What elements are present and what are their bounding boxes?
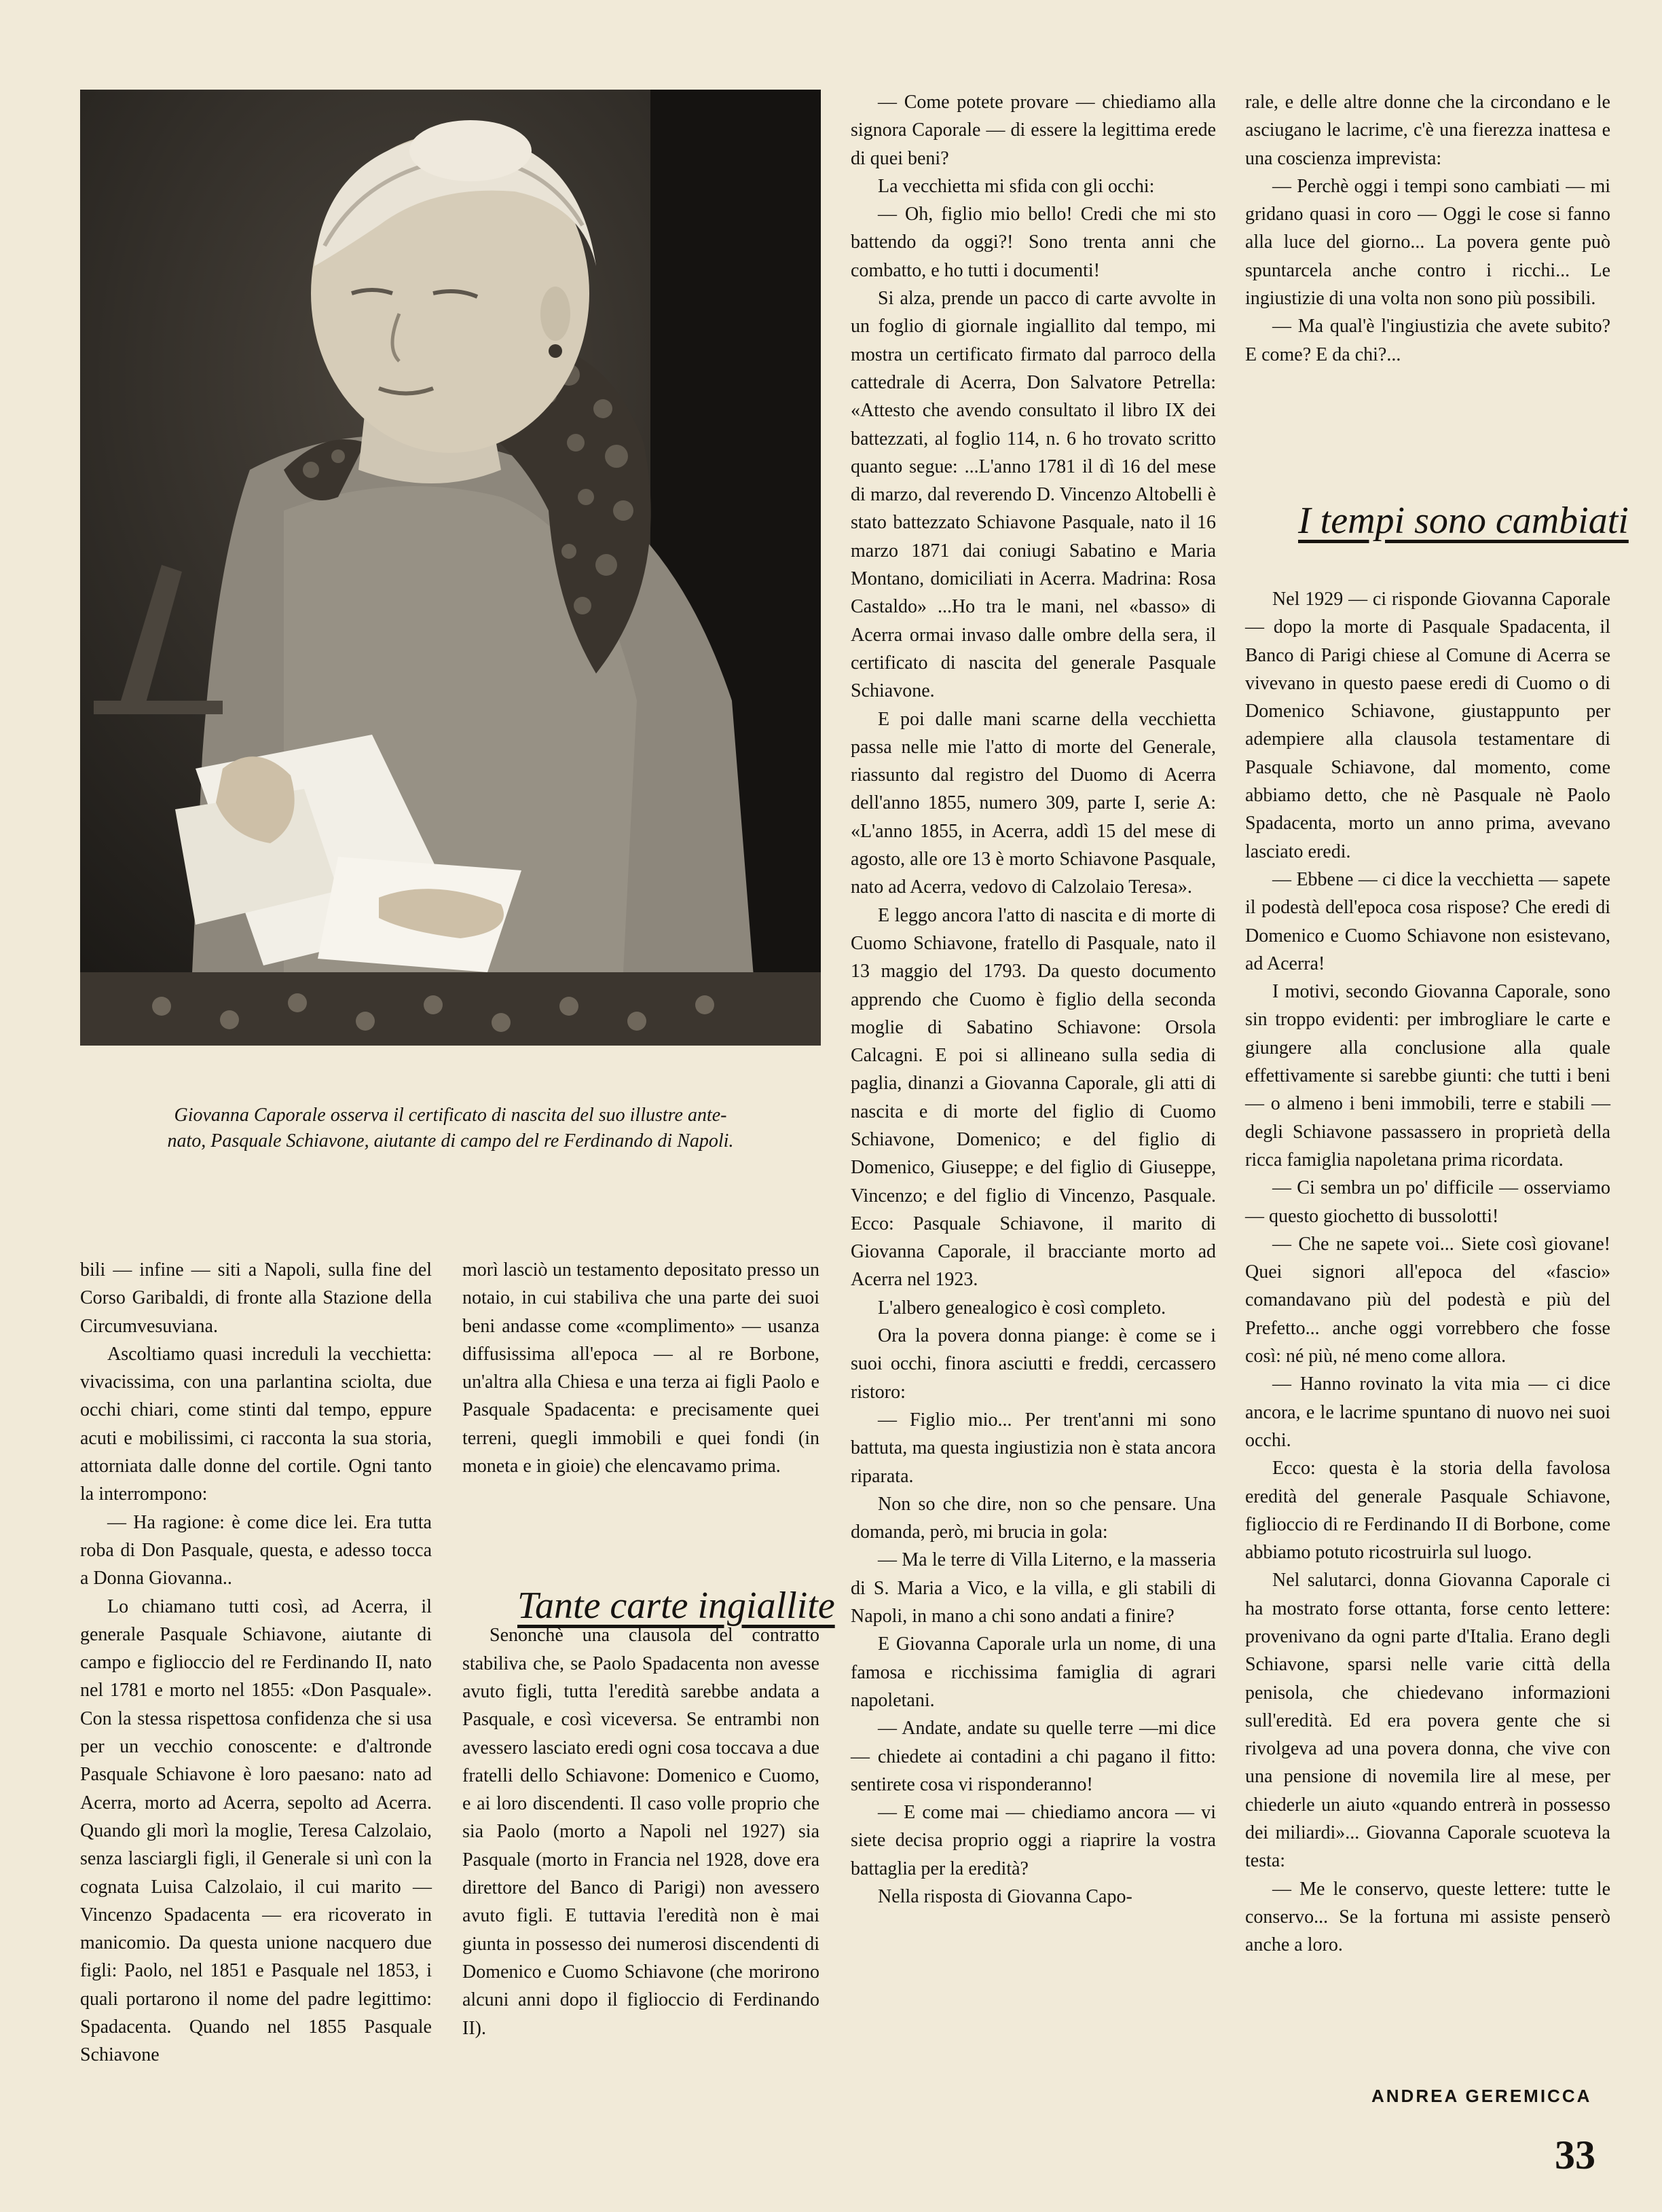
column-lower-left bbox=[80, 1256, 432, 2069]
paragraph: Non so che dire, non so che pensare. Una domanda, però, mi brucia in gola: bbox=[851, 1493, 1216, 1543]
photo-illustration bbox=[80, 90, 821, 1046]
paragraph: — Ma qual'è l'ingiustizia che avete subito? E come? E da chi?... bbox=[1245, 316, 1610, 365]
paragraph: — Come potete provare — chiediamo alla signora Caporale — di essere la legittima erede di quei beni? bbox=[851, 92, 1216, 169]
paragraph: — E come mai — chiediamo ancora — vi siete decisa proprio oggi a riaprire la vostra battaglia per la eredità? bbox=[851, 1802, 1216, 1879]
paragraph: — Ci sembra un po' difficile — osserviamo — questo giochetto di bussolotti! bbox=[1245, 1177, 1610, 1227]
paragraph: rale, e delle altre donne che la circondano e le asciugano le lacrime, c'è una fierezza inattesa e una coscienza imprevista: bbox=[1245, 92, 1610, 169]
paragraph: — Oh, figlio mio bello! Credi che mi sto battendo da oggi?! Sono trenta anni che combatto, e ho tutti i documenti! bbox=[851, 204, 1216, 281]
subheading-tempi: I tempi sono cambiati bbox=[1298, 500, 1629, 542]
paragraph: Lo chiamano tutti così, ad Acerra, il generale Pasquale Schiavone, aiutante di campo e figlioccio del re Ferdinando II, nato nel 1781 e morto nel 1855: «Don Pasquale». Con la stessa rispettosa confidenza che si usa per un vecchio conoscente: e d'altronde Pasquale Schiavone è loro paesano: nato ad Acerra, morto ad Acerra, sepolto ad Acerra. Quando gli morì la moglie, Teresa Calzolaio, senza lasciargli figli, il Generale si unì con la cognata Luisa Calzolaio, il cui marito — Vincenzo Spadacenta — era ricoverato in manicomio. Da questa unione nacquero due figli: Paolo, nel 1851 e Pasquale nel 1853, i quali portarono il nome del padre legittimo: Spadacenta. Quando nel 1855 Pasquale Schiavone bbox=[80, 1596, 432, 2066]
caption-line-2: nato, Pasquale Schiavone, aiutante di campo del re Ferdinando di Napoli. bbox=[167, 1130, 734, 1151]
author-signature: ANDREA GEREMICCA bbox=[1371, 2086, 1592, 2106]
paragraph: — Me le conservo, queste lettere: tutte le conservo... Se la fortuna mi assiste penserò anche a loro. bbox=[1245, 1878, 1610, 1956]
paragraph: Ecco: questa è la storia della favolosa eredità del generale Pasquale Schiavone, figlioccio di re Ferdinando II di Borbone, come abbiamo potuto ricostruirla sul luogo. bbox=[1245, 1458, 1610, 1564]
paragraph: — Ha ragione: è come dice lei. Era tutta roba di Don Pasquale, questa, e adesso tocca a Donna Giovanna.. bbox=[80, 1511, 432, 1589]
paragraph: Senonchè una clausola del contratto stabiliva che, se Paolo Spadacenta non avesse avuto figli, tutta l'eredità sarebbe andata a Pasquale, e così viceversa. Se entrambi non avessero lasciato eredi ogni cosa toccava a due fratelli dello Schiavone: Domenico e Cuomo, e ai loro discendenti. Il caso volle proprio che sia Paolo (morto a Napoli nel 1927) sia Pasquale (morto in Francia nel 1928, dove era direttore del Banco di Parigi) non avessero avuto figli. E tuttavia l'eredità non è mai giunta in possesso dei numerosi discendenti di Domenico e Cuomo Schiavone (che morirono alcuni anni dopo il figlioccio di Ferdinando II). bbox=[462, 1625, 819, 2039]
paragraph: — Andate, andate su quelle terre —mi dice — chiedete ai contadini a chi pagano il fitto: sentirete cosa vi risponderanno! bbox=[851, 1718, 1216, 1795]
paragraph: bili — infine — siti a Napoli, sulla fine del Corso Garibaldi, di fronte alla Stazione della Circumvesuviana. bbox=[80, 1259, 432, 1337]
column-right-bottom bbox=[1245, 585, 1610, 1959]
paragraph: — Ebbene — ci dice la vecchietta — sapete il podestà dell'epoca cosa rispose? Che eredi di Domenico e Cuomo Schiavone non esistevano, ad Acerra! bbox=[1245, 868, 1610, 974]
paragraph: E leggo ancora l'atto di nascita e di morte di Cuomo Schiavone, fratello di Pasquale, nato il 13 maggio del 1793. Da questo documento apprendo che Cuomo è figlio della seconda moglie di Sabatino Schiavone: Orsola Calcagni. E poi si allineano sulla sedia di paglia, dinanzi a Giovanna Caporale, gli atti di nascita e di morte del figlio di Cuomo Schiavone, Domenico; e del figlio di Domenico, Giuseppe; e del figlio di Giuseppe, Vincenzo; e del figlio di Vincenzo, Pasquale. Ecco: Pasquale Schiavone, il marito di Giovanna Caporale, il bracciante morto ad Acerra nel 1923. bbox=[851, 904, 1216, 1291]
paragraph: — Figlio mio... Per trent'anni mi sono battuta, ma questa ingiustizia non è stata ancora riparata. bbox=[851, 1409, 1216, 1487]
column-right-top bbox=[1245, 88, 1610, 369]
paragraph: Ora la povera donna piange: è come se i suoi occhi, finora asciutti e freddi, cercassero ristoro: bbox=[851, 1325, 1216, 1403]
paragraph: I motivi, secondo Giovanna Caporale, sono sin troppo evidenti: per imbrogliare le carte e giungere alla conclusione alla quale effettivamente si sarebbe giunti: che tutti i beni — o almeno i beni immobili, terre e stabili — degli Schiavone passassero in proprietà della ricca famiglia napoletana prima ricordata. bbox=[1245, 981, 1610, 1170]
paragraph: Nel salutarci, donna Giovanna Caporale ci ha mostrato forse ottanta, forse cento lettere: provenivano da ogni parte d'Italia. Erano degli Schiavone, sparsi nelle varie città della penisola, che chiedevano informazioni sull'eredità. Ed era povera gente che si rivolgeva ad una povera donna, che vive con una pensione di novemila lire al mese, per chiederle un aiuto «quando entrerà in possesso dei miliardi»... Giovanna Caporale scuoteva la testa: bbox=[1245, 1570, 1610, 1872]
column-middle bbox=[851, 88, 1216, 1911]
subheading-carte: Tante carte ingiallite bbox=[517, 1585, 835, 1627]
paragraph: morì lasciò un testamento depositato presso un notaio, in cui stabiliva che una parte dei suoi beni andasse come «complimento» — usanza diffusissima all'epoca — al re Borbone, un'altra alla Chiesa e una terza ai figli Paolo e Pasquale Spadacenta: e precisamente quei terreni, quegli immobili e quei fondi (in moneta e in gioie) che elencavamo prima. bbox=[462, 1259, 819, 1477]
paragraph: — Che ne sapete voi... Siete così giovane! Quei signori all'epoca del «fascio» comandavano più del podestà e più del Prefetto... anche oggi vorrebbero che fosse così: né più, né meno come allora. bbox=[1245, 1233, 1610, 1367]
photo bbox=[80, 90, 821, 1046]
paragraph: L'albero genealogico è così completo. bbox=[878, 1297, 1166, 1319]
paragraph: E poi dalle mani scarne della vecchietta passa nelle mie l'atto di morte del Generale, riassunto dal registro del Duomo di Acerra dell'anno 1855, numero 309, parte I, serie A: «L'anno 1855, in Acerra, addì 15 del mese di agosto, alle ore 13 è morto Schiavone Pasquale, nato ad Acerra, vedovo di Calzolaio Teresa». bbox=[851, 708, 1216, 898]
paragraph: Nella risposta di Giovanna Capo- bbox=[878, 1886, 1132, 1907]
page-number: 33 bbox=[1555, 2133, 1595, 2177]
paragraph: — Ma le terre di Villa Literno, e la masseria di S. Maria a Vico, e la villa, e gli stabili di Napoli, in mano a chi sono andati a finire? bbox=[851, 1549, 1216, 1627]
paragraph: Ascoltiamo quasi increduli la vecchietta: vivacissima, con una parlantina sciolta, due occhi chiari, come stinti dal tempo, eppure acuti e mobilissimi, ci racconta la sua storia, attorniata dalle donne del cortile. Ogni tanto la interrompono: bbox=[80, 1343, 432, 1505]
photo-caption bbox=[80, 1103, 821, 1154]
paragraph: — Perchè oggi i tempi sono cambiati — mi gridano quasi in coro — Oggi le cose si fanno alla luce del giorno... La povera gente può spuntarcela anche contro i ricchi... Le ingiustizie di una volta non sono più possibili. bbox=[1245, 175, 1610, 310]
paragraph: Nel 1929 — ci risponde Giovanna Caporale — dopo la morte di Pasquale Spadacenta, il Banco di Parigi chiese al Comune di Acerra se vivevano in questo paese eredi di Cuomo o di Domenico Schiavone, giustappunto per adempiere alla clausola testamentare di Pasquale Schiavone, dal momento, come abbiamo detto, che nè Pasquale nè Paolo Spadacenta, morto un anno prima, avevano lasciato eredi. bbox=[1245, 589, 1610, 862]
paragraph: Si alza, prende un pacco di carte avvolte in un foglio di giornale ingiallito dal tempo, mi mostra un certificato firmato dal parroco della cattedrale di Acerra, Don Salvatore Petrella: «Attesto che avendo consultato il libro IX dei battezzati, al foglio 114, n. 6 ho trovato scritto quanto segue: ...L'anno 1781 il dì 16 del mese di marzo, dal reverendo D. Vincenzo Altobelli è stato battezzato Schiavone Pasquale, nato il 16 marzo 1871 dai coniugi Sabatino e Maria Montano, domiciliati in Acerra. Madrina: Rosa Castaldo» ...Ho tra le mani, nel «basso» di Acerra ormai invaso dalle ombre della sera, il certificato di nascita del generale Pasquale Schiavone. bbox=[851, 288, 1216, 702]
paragraph: E Giovanna Caporale urla un nome, di una famosa e ricchissima famiglia di agrari napoletani. bbox=[851, 1634, 1216, 1711]
caption-line-1: Giovanna Caporale osserva il certificato di nascita del suo illustre ante- bbox=[174, 1105, 727, 1126]
column-lower-right bbox=[462, 1256, 819, 2042]
paragraph: — Hanno rovinato la vita mia — ci dice ancora, e le lacrime spuntano di nuovo nei suoi occhi. bbox=[1245, 1374, 1610, 1451]
paragraph: La vecchietta mi sfida con gli occhi: bbox=[878, 175, 1155, 197]
